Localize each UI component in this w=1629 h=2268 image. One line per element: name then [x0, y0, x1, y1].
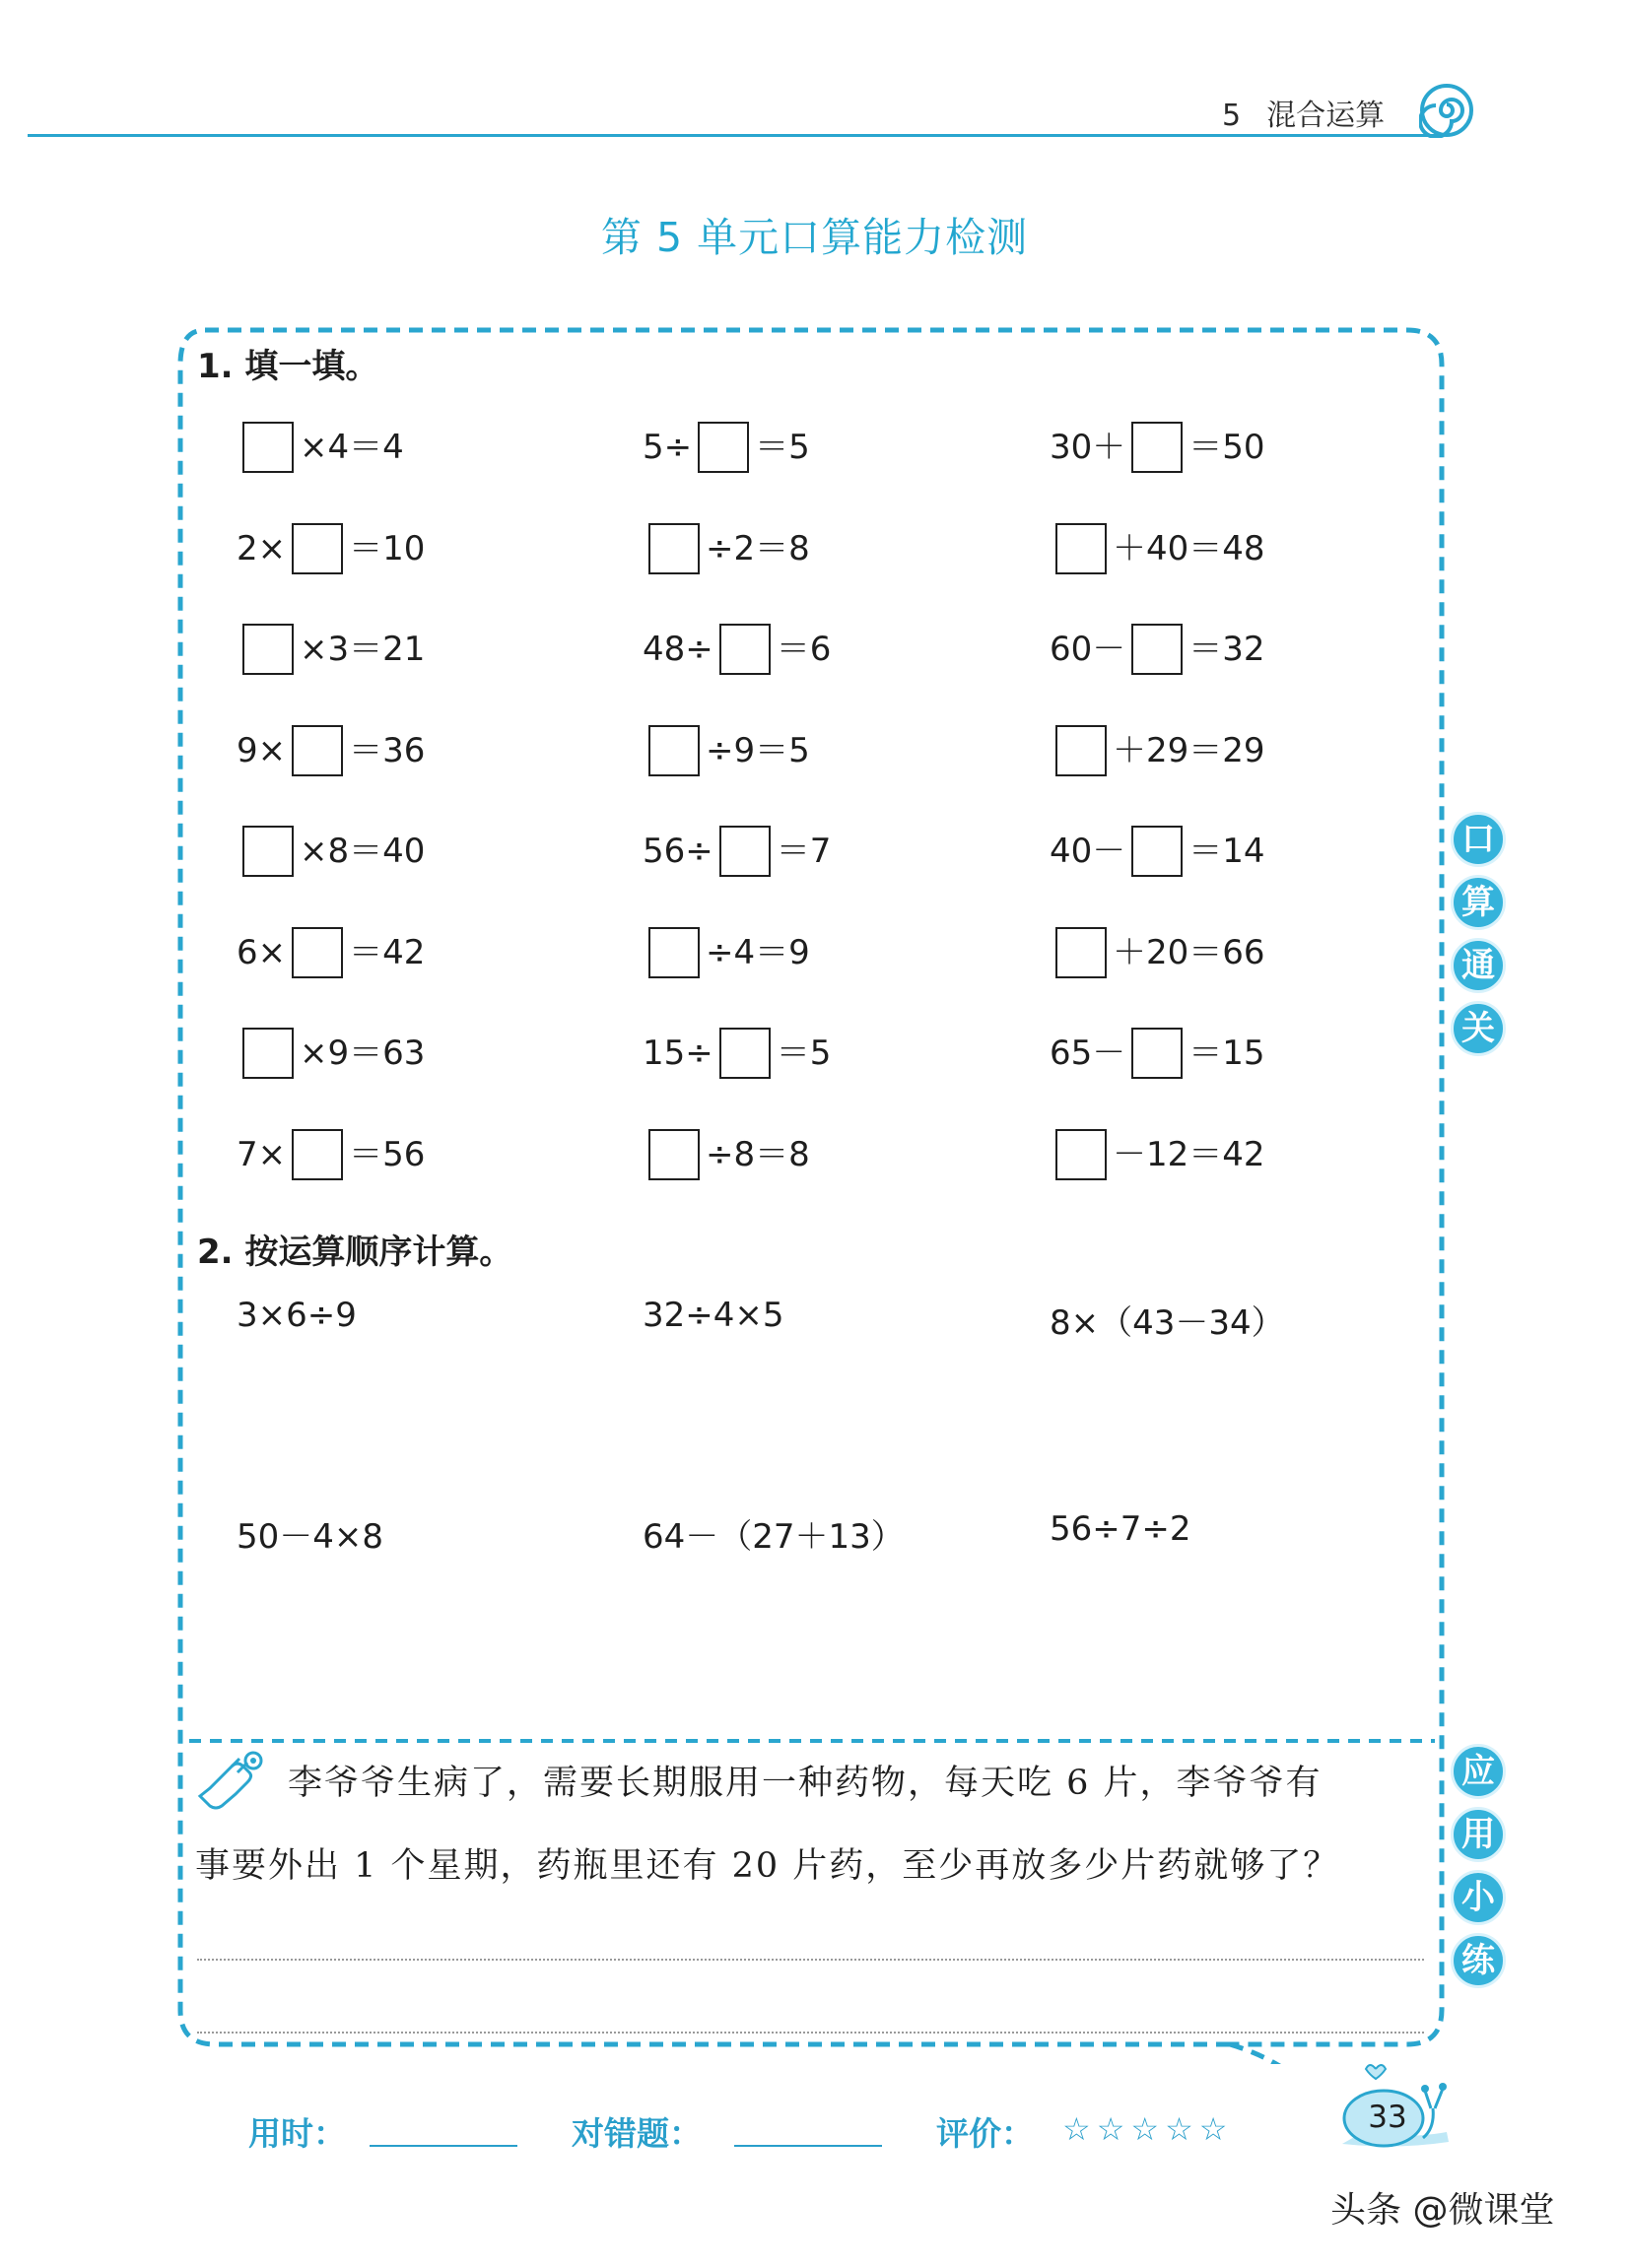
answer-box[interactable] [1055, 927, 1107, 978]
fill-in-equation [1050, 923, 1265, 978]
equation-suffix: －12＝42 [1113, 1134, 1265, 1174]
fill-in-equation [1050, 822, 1265, 877]
answer-box[interactable] [292, 523, 343, 574]
equation-suffix: ＋29＝29 [1113, 730, 1265, 770]
answer-box[interactable] [719, 826, 771, 877]
equation-suffix: ×9＝63 [300, 1033, 426, 1073]
fill-in-equation [237, 923, 425, 978]
section1-heading: 1. 填一填。 [197, 347, 379, 386]
fill-in-equation [643, 1125, 810, 1180]
equation-suffix: ＝36 [349, 730, 426, 770]
equation-suffix: ÷2＝8 [706, 528, 810, 568]
answer-box[interactable] [242, 1028, 294, 1079]
rating-label: 评价： [936, 2114, 1034, 2153]
equation-prefix: 30＋ [1050, 427, 1126, 467]
calc-expression: 50－4×8 [237, 1517, 384, 1557]
fill-in-equation [643, 721, 810, 776]
time-blank [370, 2145, 517, 2147]
spiral-icon [1419, 83, 1474, 138]
fill-in-equation [237, 620, 425, 675]
fill-in-equation [237, 1024, 425, 1079]
equation-suffix: ＝5 [776, 1033, 832, 1073]
chapter-number: 5 [1222, 99, 1242, 133]
fill-in-equation [1050, 620, 1265, 675]
chapter-title: 混合运算 [1266, 99, 1386, 133]
answer-line [197, 1959, 1424, 1961]
answer-box[interactable] [648, 725, 700, 776]
side-tab-char: 口 [1451, 812, 1506, 867]
word-problem-line2: 事要外出 1 个星期，药瓶里还有 20 片药，至少再放多少片药就够了？ [195, 1846, 1340, 1886]
equation-suffix: ÷4＝9 [706, 932, 810, 972]
equation-suffix: ÷8＝8 [706, 1134, 810, 1174]
equation-prefix: 65－ [1050, 1033, 1126, 1073]
watermark: 头条 @微课堂 [1330, 2190, 1555, 2231]
word-problem-line1: 李爷爷生病了，需要长期服用一种药物，每天吃 6 片，李爷爷有 [288, 1764, 1323, 1803]
equation-suffix: ÷9＝5 [706, 730, 810, 770]
equation-prefix: 9× [237, 730, 287, 770]
equation-suffix: ＝10 [349, 528, 426, 568]
answer-box[interactable] [648, 523, 700, 574]
equation-suffix: ＝6 [776, 629, 832, 669]
answer-box[interactable] [698, 422, 749, 473]
answer-box[interactable] [1131, 826, 1183, 877]
equation-suffix: ×3＝21 [300, 629, 426, 669]
equation-prefix: 7× [237, 1134, 287, 1174]
answer-box[interactable] [292, 927, 343, 978]
answer-box[interactable] [1055, 1129, 1107, 1180]
fill-in-equation [643, 620, 831, 675]
equation-prefix: 15÷ [643, 1033, 713, 1073]
answer-box[interactable] [1055, 523, 1107, 574]
answer-box[interactable] [1131, 624, 1183, 675]
equation-suffix: ×4＝4 [300, 427, 404, 467]
fill-in-equation [237, 1125, 425, 1180]
time-label: 用时： [248, 2114, 346, 2153]
side-tab-char: 练 [1451, 1933, 1506, 1988]
header-rule [28, 134, 1437, 137]
equation-prefix: 2× [237, 528, 287, 568]
equation-prefix: 6× [237, 932, 287, 972]
equation-suffix: ＋40＝48 [1113, 528, 1265, 568]
equation-suffix: ＝42 [349, 932, 426, 972]
answer-box[interactable] [242, 624, 294, 675]
calc-expression: 8×（43－34） [1050, 1303, 1285, 1343]
equation-suffix: ＝14 [1188, 831, 1265, 871]
equation-suffix: ＝56 [349, 1134, 426, 1174]
answer-box[interactable] [292, 725, 343, 776]
equation-prefix: 48÷ [643, 629, 713, 669]
answer-box[interactable] [648, 1129, 700, 1180]
answer-box[interactable] [719, 624, 771, 675]
equation-prefix: 5÷ [643, 427, 693, 467]
chapter-heading [1222, 91, 1385, 134]
answer-box[interactable] [292, 1129, 343, 1180]
fill-in-equation [1050, 418, 1265, 473]
calc-expression: 3×6÷9 [237, 1296, 357, 1335]
equation-suffix: ＝5 [755, 427, 810, 467]
fill-in-equation [1050, 1125, 1265, 1180]
side-tab-char: 应 [1451, 1744, 1506, 1799]
fill-in-equation [1050, 519, 1265, 574]
calc-expression: 64－（27＋13） [643, 1517, 905, 1557]
unit-title: 第 5 单元口算能力检测 [600, 214, 1029, 261]
equation-suffix: ＝50 [1188, 427, 1265, 467]
side-tab-char: 通 [1451, 938, 1506, 993]
fill-in-equation [1050, 1024, 1265, 1079]
side-tab-char: 算 [1451, 875, 1506, 930]
fill-in-equation [643, 418, 810, 473]
equation-suffix: ＝32 [1188, 629, 1265, 669]
equation-suffix: ＝7 [776, 831, 832, 871]
rating-stars: ☆☆☆☆☆ [1062, 2110, 1234, 2148]
fill-in-equation [237, 822, 425, 877]
fill-in-equation [643, 822, 831, 877]
fill-in-equation [237, 721, 425, 776]
fill-in-equation [1050, 721, 1265, 776]
equation-prefix: 56÷ [643, 831, 713, 871]
fill-in-equation [643, 923, 810, 978]
pointing-hand-icon [192, 1747, 271, 1816]
answer-box[interactable] [719, 1028, 771, 1079]
side-tab-char: 用 [1451, 1807, 1506, 1862]
equation-prefix: 40－ [1050, 831, 1126, 871]
answer-box[interactable] [1055, 725, 1107, 776]
calc-expression: 56÷7÷2 [1050, 1509, 1191, 1549]
fill-in-equation [237, 418, 404, 473]
answer-box[interactable] [648, 927, 700, 978]
answer-box[interactable] [1131, 1028, 1183, 1079]
equation-suffix: ＝15 [1188, 1033, 1265, 1073]
fill-in-equation [237, 519, 425, 574]
page-number: 33 [1368, 2100, 1407, 2135]
errors-label: 对错题： [572, 2114, 702, 2153]
errors-blank [734, 2145, 882, 2147]
equation-suffix: ＋20＝66 [1113, 932, 1265, 972]
equation-suffix: ×8＝40 [300, 831, 426, 871]
answer-box[interactable] [242, 826, 294, 877]
fill-in-equation [643, 1024, 831, 1079]
answer-box[interactable] [1131, 422, 1183, 473]
fill-in-equation [643, 519, 810, 574]
answer-line [197, 2032, 1424, 2034]
calc-expression: 32÷4×5 [643, 1296, 784, 1335]
side-tab-char: 关 [1451, 1001, 1506, 1056]
side-tab-char: 小 [1451, 1870, 1506, 1925]
answer-box[interactable] [242, 422, 294, 473]
equation-prefix: 60－ [1050, 629, 1126, 669]
section2-heading: 2. 按运算顺序计算。 [197, 1233, 513, 1272]
